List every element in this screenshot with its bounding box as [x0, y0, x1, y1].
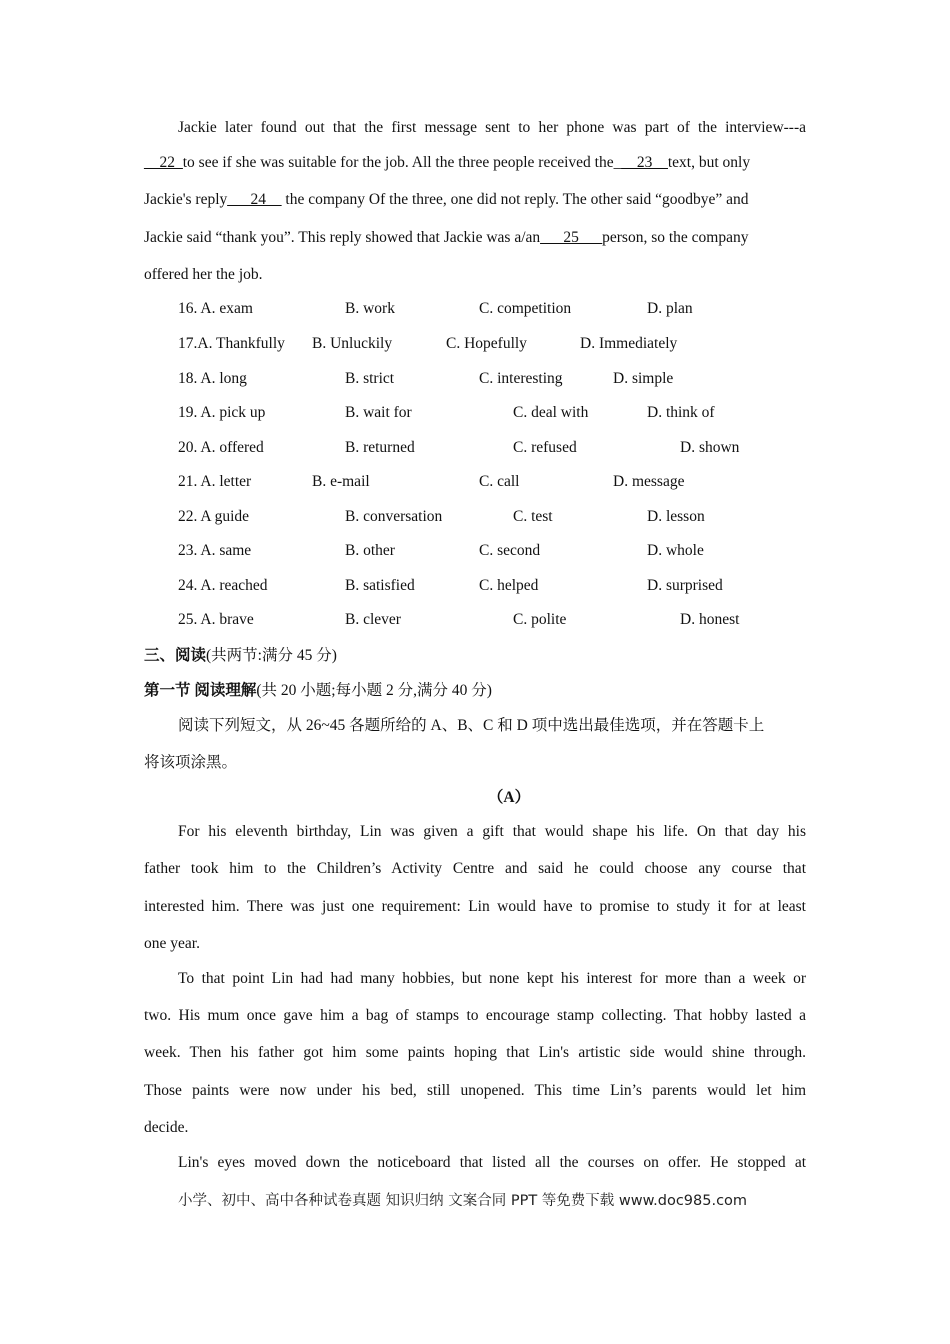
option-a: 16. A. exam	[178, 300, 253, 317]
option-c: C. interesting	[479, 370, 563, 387]
option-c: C. call	[479, 473, 520, 490]
option-c: C. Hopefully	[446, 335, 527, 352]
option-d: D. honest	[680, 611, 740, 628]
passage-text: Jackie said “thank you”. This reply showed that Jackie was a/an	[144, 229, 541, 246]
option-c: C. refused	[513, 439, 577, 456]
option-row-21	[178, 472, 806, 492]
passage-line: Jackie later found out that the first message sent to her phone was part of the interview---a	[178, 119, 806, 136]
option-b: B. Unluckily	[312, 335, 393, 352]
reading-line: For his eleventh birthday, Lin was given a gift that would shape his life. On that day his	[178, 823, 806, 840]
option-a: 18. A. long	[178, 370, 247, 387]
option-b: B. clever	[345, 611, 401, 628]
option-row-19	[178, 403, 806, 423]
option-b: B. work	[345, 300, 395, 317]
reading-line: two. His mum once gave him a bag of stamps to encourage stamp collecting. That hobby lasted a	[144, 1007, 806, 1024]
passage-line	[144, 190, 806, 210]
reading-line: Those paints were now under his bed, still unopened. This time Lin’s parents would let him	[144, 1082, 806, 1099]
option-d: D. shown	[680, 439, 740, 456]
blank-24: ___24__	[227, 191, 282, 208]
option-b: B. e-mail	[312, 473, 370, 490]
option-d: D. surprised	[647, 577, 723, 594]
option-b: B. satisfied	[345, 577, 415, 594]
option-b: B. returned	[345, 439, 415, 456]
option-d: D. lesson	[647, 508, 705, 525]
passage-line: offered her the job.	[144, 266, 263, 283]
option-row-18	[178, 369, 806, 389]
subsection-title-bold: 第一节 阅读理解	[144, 682, 257, 699]
option-row-22	[178, 507, 806, 527]
passage-text: the company Of the three, one did not reply. The other said “goodbye” and	[281, 191, 749, 208]
option-d: D. whole	[647, 542, 704, 559]
passage-line	[144, 153, 806, 173]
option-row-25	[178, 610, 806, 630]
option-row-16	[178, 299, 806, 319]
passage-text: text, but only	[667, 154, 751, 171]
option-row-24	[178, 576, 806, 596]
blank-25: ___25___	[540, 229, 603, 246]
option-c: C. competition	[479, 300, 572, 317]
passage-text: person, so the company	[602, 229, 749, 246]
option-c: C. deal with	[513, 404, 589, 421]
option-a: 20. A. offered	[178, 439, 264, 456]
option-c: C. test	[513, 508, 553, 525]
blank-22: __22_	[144, 154, 183, 171]
option-c: C. helped	[479, 577, 539, 594]
passage-line	[144, 228, 806, 248]
reading-line: interested him. There was just one requirement: Lin would have to promise to study it for at least	[144, 898, 806, 915]
option-a: 19. A. pick up	[178, 404, 266, 421]
option-a: 21. A. letter	[178, 473, 252, 490]
option-c: C. polite	[513, 611, 567, 628]
passage-text: to see if she was suitable for the job. All the three people received the_	[182, 154, 622, 171]
section-title	[144, 646, 337, 666]
option-b: B. conversation	[345, 508, 443, 525]
reading-line: To that point Lin had had many hobbies, but none kept his interest for more than a week or	[178, 970, 806, 987]
reading-line: father took him to the Children’s Activity Centre and said he could choose any course that	[144, 860, 806, 877]
reading-line: Lin's eyes moved down the noticeboard that listed all the courses on offer. He stopped at	[178, 1154, 806, 1171]
reading-line: decide.	[144, 1119, 189, 1136]
option-d: D. think of	[647, 404, 715, 421]
option-a: 17.A. Thankfully	[178, 335, 285, 352]
option-d: D. simple	[613, 370, 674, 387]
option-row-23	[178, 541, 806, 561]
subsection-title-note: (共 20 小题;每小题 2 分,满分 40 分)	[256, 682, 492, 699]
reading-line: week. Then his father got him some paints hoping that Lin's artistic side would shine through.	[144, 1044, 806, 1061]
blank-23: __23__	[621, 154, 668, 171]
option-d: D. message	[613, 473, 685, 490]
section-title-bold: 三、阅读	[144, 647, 207, 664]
section-title-note: (共两节:满分 45 分)	[206, 647, 337, 664]
option-a: 25. A. brave	[178, 611, 254, 628]
instruction-line: 阅读下列短文，从 26~45 各题所给的 A、B、C 和 D 项中选出最佳选项，并在答题卡上	[178, 717, 765, 734]
instruction-line: 将该项涂黑。	[144, 754, 238, 771]
option-b: B. wait for	[345, 404, 412, 421]
option-a: 22. A guide	[178, 508, 250, 525]
page-footer: 小学、初中、高中各种试卷真题 知识归纳 文案合同 PPT 等免费下载 www.doc985.com	[178, 1193, 748, 1209]
reading-line: one year.	[144, 935, 200, 952]
option-b: B. other	[345, 542, 395, 559]
passage-label: （A）	[487, 789, 531, 806]
option-d: D. plan	[647, 300, 693, 317]
passage-text: Jackie's reply	[144, 191, 228, 208]
option-row-17	[178, 334, 806, 354]
option-row-20	[178, 438, 806, 458]
option-b: B. strict	[345, 370, 395, 387]
option-d: D. Immediately	[580, 335, 678, 352]
option-c: C. second	[479, 542, 541, 559]
subsection-title	[144, 681, 492, 701]
option-a: 23. A. same	[178, 542, 252, 559]
option-a: 24. A. reached	[178, 577, 268, 594]
